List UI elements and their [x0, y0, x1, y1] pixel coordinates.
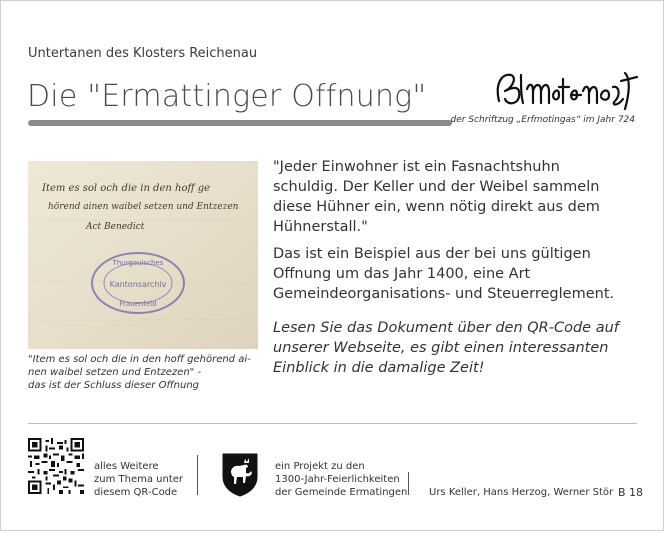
page-title: Die "Ermattinger Offnung" — [27, 79, 427, 114]
svg-text:Thurgauisches: Thurgauisches — [112, 259, 164, 267]
project-description: ein Projekt zu den 1300-Jahr-Feierlichkeiten der Gemeinde Ermatingen — [275, 461, 408, 498]
ermatingen-crest-icon — [222, 453, 258, 497]
supertitle: Untertanen des Klosters Reichenau — [28, 46, 258, 61]
title-underline-bar — [28, 120, 452, 126]
body-text — [273, 157, 625, 385]
footer-divider — [28, 423, 637, 424]
footer-separator-2 — [408, 472, 409, 495]
script-line-3: Act Benedict — [86, 222, 145, 232]
svg-text:Kantonsarchiv: Kantonsarchiv — [109, 280, 167, 289]
document-photo — [28, 161, 258, 349]
explanation-paragraph: Das ist ein Beispiel aus der bei uns gültigen Offnung um das Jahr 1400, eine Art Gemeindeorganisations- und Steuerreglement. — [273, 246, 615, 302]
footer-separator-1 — [197, 455, 198, 495]
quote-paragraph: "Jeder Einwohner ist ein Fasnachtshuhn schuldig. Der Keller und der Weibel sammeln diese Hühner ein, wenn nötig direkt aus dem Hühnerstall." — [273, 159, 600, 235]
script-line-1: Item es sol och die in den hoff ge — [42, 183, 211, 194]
script-line-2: hörend ainen waibel setzen und Entzezen — [48, 202, 239, 212]
authors: Urs Keller, Hans Herzog, Werner Stör — [429, 487, 614, 498]
signature-caption: der Schriftzug „Erfmotingas“ im Jahr 724 — [450, 115, 635, 125]
qr-description: alles Weitere zum Thema unter diesem QR-Code — [94, 461, 184, 498]
historic-signature-image — [491, 65, 641, 113]
cta-paragraph: Lesen Sie das Dokument über den QR-Code auf unserer Webseite, es gibt einen interessanten Einblick in die damalige Zeit! — [273, 320, 619, 376]
svg-text:Frauenfeld: Frauenfeld — [119, 300, 157, 308]
page-code: B 18 — [618, 486, 644, 499]
photo-caption: "Item es sol och die in den hoff gehörend ai- nen waibel setzen und Entzezen" - das ist der Schluss dieser Offnung — [28, 354, 251, 391]
qr-code-icon[interactable] — [28, 438, 84, 494]
